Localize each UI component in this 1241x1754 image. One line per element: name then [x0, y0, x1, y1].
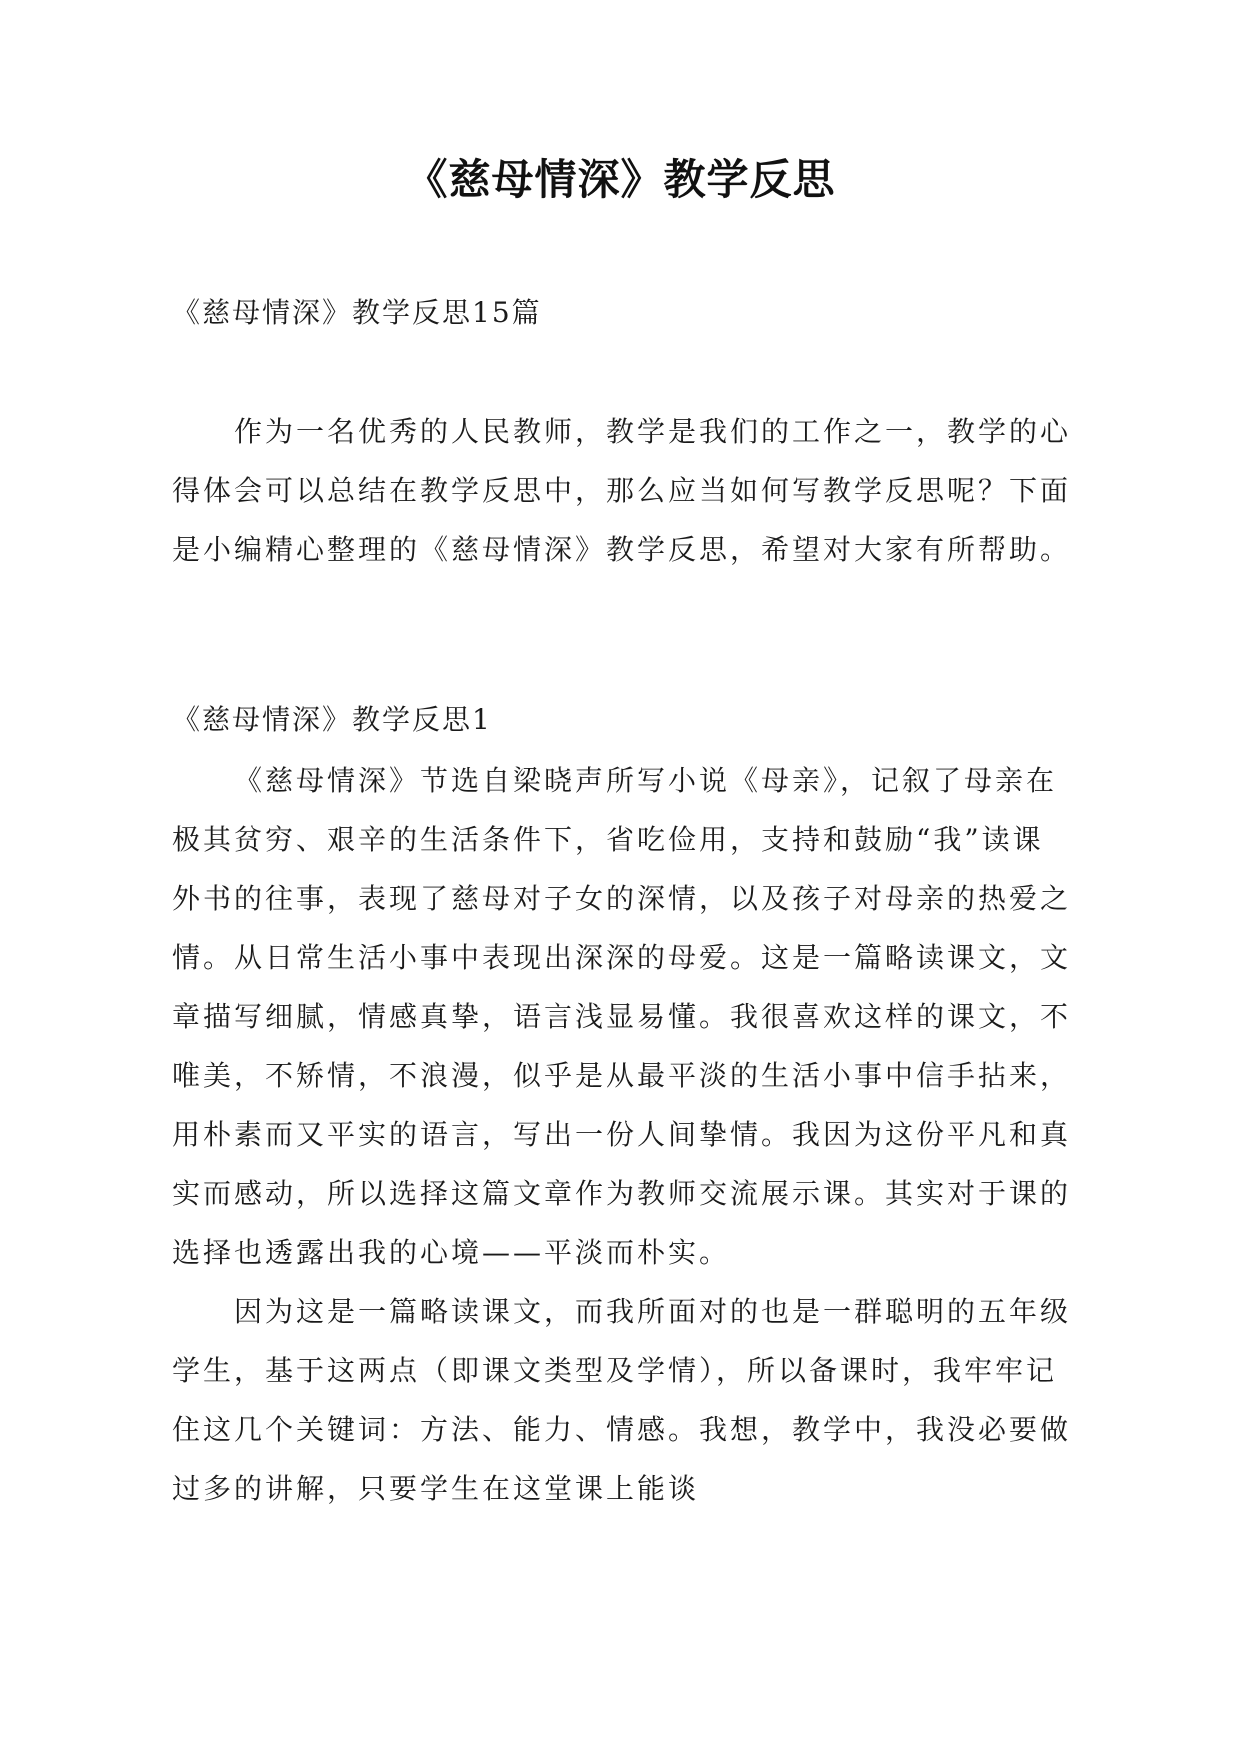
document-title: 《慈母情深》教学反思	[405, 155, 836, 204]
intro-paragraph: 作为一名优秀的人民教师，教学是我们的工作之一，教学的心得体会可以总结在教学反思中，那么应当如何写教学反思呢？下面是小编精心整理的《慈母情深》教学反思，希望对大家有所帮助。	[172, 415, 1072, 566]
section-heading: 《慈母情深》教学反思1	[172, 703, 492, 736]
body-paragraph: 因为这是一篇略读课文，而我所面对的也是一群聪明的五年级学生，基于这两点（即课文类型及学情），所以备课时，我牢牢记住这几个关键词：方法、能力、情感。我想，教学中，我没必要做过多的讲解，只要学生在这堂课上能谈	[172, 1295, 1072, 1505]
section-body	[172, 751, 1072, 1518]
body-paragraph: 《慈母情深》节选自梁晓声所写小说《母亲》，记叙了母亲在极其贫穷、艰辛的生活条件下，省吃俭用，支持和鼓励“我”读课外书的往事，表现了慈母对子女的深情，以及孩子对母亲的热爱之情。从日常生活小事中表现出深深的母爱。这是一篇略读课文，文章描写细腻，情感真挚，语言浅显易懂。我很喜欢这样的课文，不唯美，不矫情，不浪漫，似乎是从最平淡的生活小事中信手拈来，用朴素而又平实的语言，写出一份人间挚情。我因为这份平凡和真实而感动，所以选择这篇文章作为教师交流展示课。其实对于课的选择也透露出我的心境——平淡而朴实。	[172, 764, 1072, 1269]
document-subtitle: 《慈母情深》教学反思15篇	[172, 296, 542, 329]
